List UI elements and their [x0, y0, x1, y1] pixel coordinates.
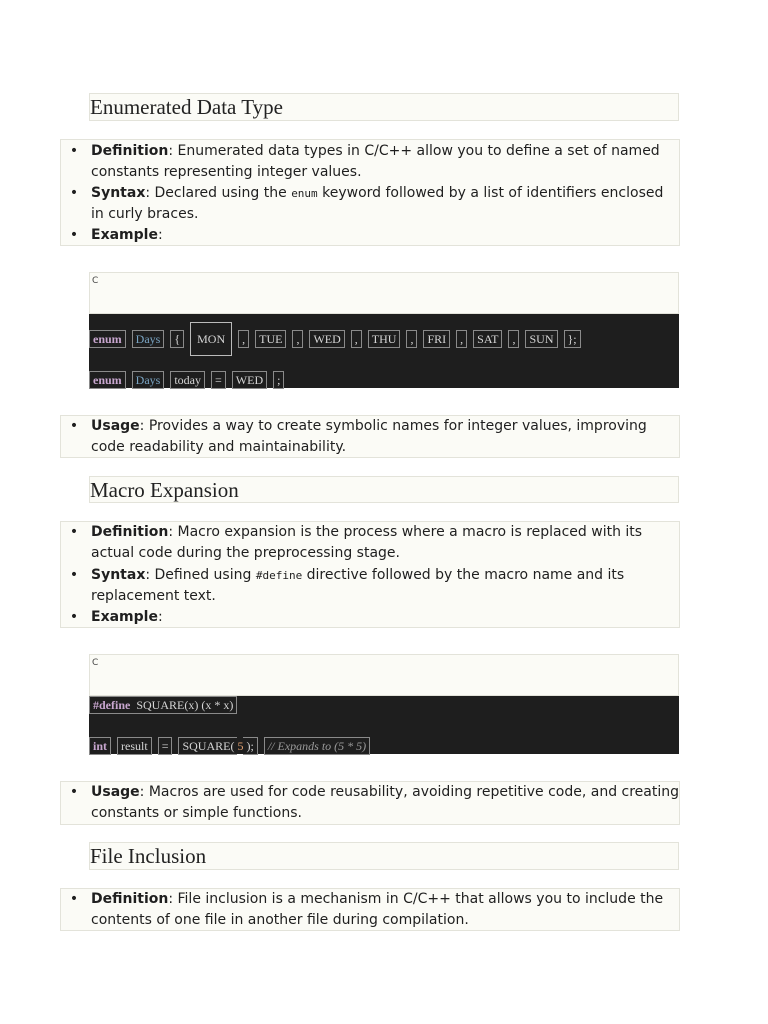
code-token: enum: [89, 371, 126, 389]
code-line: [89, 696, 243, 712]
item-text: : Defined using: [145, 567, 256, 583]
bullet: •: [69, 567, 79, 583]
item-label: Usage: [91, 418, 140, 434]
item-label: Example: [91, 609, 158, 625]
file-inclusion-list: [60, 888, 680, 931]
bullet: •: [69, 891, 79, 907]
bullet: •: [69, 143, 79, 159]
code-token: SUN: [525, 330, 557, 348]
code-token: ,: [456, 330, 467, 348]
code-token: ,: [351, 330, 362, 348]
section-title-macro: Macro Expansion: [89, 476, 679, 503]
list-item: [61, 889, 679, 931]
item-label: Definition: [91, 524, 169, 540]
macro-usage-list: [60, 781, 680, 825]
enum-definition-list: [60, 139, 680, 246]
code-token: WED: [232, 371, 267, 389]
code-token: Days: [132, 371, 165, 389]
code-line: [89, 737, 376, 753]
item-text: directive followed by the macro name and its replacement text.: [91, 567, 625, 604]
list-item: [61, 416, 679, 458]
item-label: Example: [91, 227, 158, 243]
bullet: •: [69, 609, 79, 625]
item-text: keyword followed by a list of identifiers enclosed in curly braces.: [91, 185, 664, 222]
code-token: );: [243, 737, 257, 755]
code-token: };: [564, 330, 581, 348]
code-block-macro: [89, 696, 679, 754]
list-item: [61, 141, 679, 183]
enum-usage-list: [60, 415, 680, 458]
code-token: ,: [406, 330, 417, 348]
item-text: : Declared using the: [145, 185, 292, 201]
inline-code: #define: [255, 569, 303, 582]
item-label: Syntax: [91, 185, 146, 201]
item-text: : Macros are used for code reusability, avoiding repetitive code, and creating constants or simple functions.: [91, 784, 680, 821]
code-line: [89, 371, 290, 387]
code-token: THU: [368, 330, 401, 348]
list-item: [61, 607, 679, 628]
code-token: {: [170, 330, 184, 348]
list-item: [61, 565, 679, 607]
list-item: [61, 183, 679, 225]
code-token: 5: [237, 739, 244, 753]
code-token: =: [211, 371, 226, 389]
code-token: ,: [292, 330, 303, 348]
bullet: •: [69, 524, 79, 540]
code-token: today: [170, 371, 205, 389]
code-token: MON: [190, 322, 232, 356]
code-token: #define: [89, 696, 133, 714]
bullet: •: [69, 784, 79, 800]
item-text: : Enumerated data types in C/C++ allow you to define a set of named constants representing integer values.: [91, 143, 660, 180]
item-text: : File inclusion is a mechanism in C/C++ that allows you to include the contents of one file in another file during compilation.: [91, 891, 664, 928]
code-token: SAT: [473, 330, 502, 348]
inline-code: enum: [291, 187, 318, 200]
section-title-enum: Enumerated Data Type: [89, 93, 679, 121]
code-language-label: C: [89, 654, 679, 696]
code-token: ,: [508, 330, 519, 348]
code-comment: // Expands to (5 * 5): [264, 737, 370, 755]
bullet: •: [69, 227, 79, 243]
code-token: =: [158, 737, 173, 755]
code-token: Days: [132, 330, 165, 348]
code-token: WED: [309, 330, 344, 348]
item-label: Definition: [91, 143, 169, 159]
code-token: ;: [273, 371, 284, 389]
item-text: :: [157, 227, 163, 243]
code-language-label: C: [89, 272, 679, 314]
code-token: ,: [238, 330, 249, 348]
macro-definition-list: [60, 521, 680, 628]
item-label: Usage: [91, 784, 140, 800]
code-token: FRI: [423, 330, 450, 348]
list-item: [61, 225, 679, 246]
section-title-file-inclusion: File Inclusion: [89, 842, 679, 870]
code-token: int: [89, 737, 111, 755]
code-token: TUE: [255, 330, 286, 348]
code-block-enum: [89, 314, 679, 388]
item-text: : Provides a way to create symbolic names for integer values, improving code readability and maintainability.: [91, 418, 647, 455]
code-token: SQUARE(: [178, 737, 237, 755]
code-token: enum: [89, 330, 126, 348]
item-text: : Macro expansion is the process where a macro is replaced with its actual code during the preprocessing stage.: [91, 524, 643, 561]
code-line: [89, 322, 587, 346]
list-item: [61, 522, 679, 565]
item-text: :: [157, 609, 163, 625]
code-token: SQUARE(x) (x * x): [133, 696, 237, 714]
bullet: •: [69, 185, 79, 201]
bullet: •: [69, 418, 79, 434]
list-item: [61, 782, 679, 824]
code-token: result: [117, 737, 152, 755]
item-label: Definition: [91, 891, 169, 907]
item-label: Syntax: [91, 567, 146, 583]
